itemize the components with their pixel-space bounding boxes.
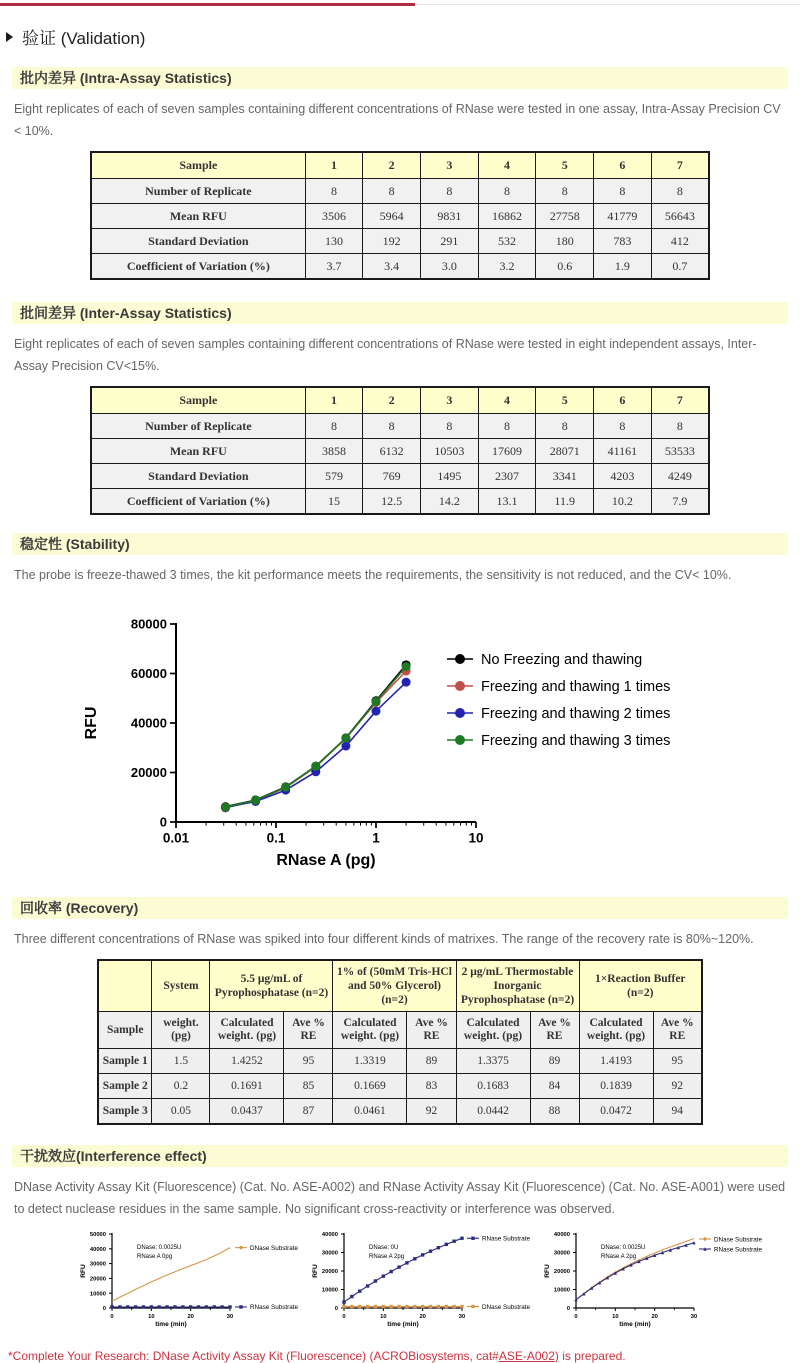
svg-text:0.1: 0.1 (266, 830, 286, 846)
table-cell: 83 (407, 1074, 456, 1099)
table-cell: 8 (420, 179, 478, 204)
table-cell: 12.5 (363, 489, 421, 515)
table-cell: 3.0 (420, 254, 478, 280)
table-row (91, 204, 709, 229)
interference-rnase-only-svg (304, 1226, 536, 1330)
svg-text:time (min): time (min) (155, 1321, 187, 1328)
column-header: Ave % RE (284, 1012, 333, 1049)
table-cell: 92 (407, 1099, 456, 1125)
group-header: 1% of (50mM Tris-HCl and 50% Glycerol) (n=2) (333, 960, 456, 1012)
svg-text:RNase Substrate: RNase Substrate (482, 1235, 530, 1243)
column-header: Ave % RE (530, 1012, 579, 1049)
section-toggle-validation[interactable] (0, 0, 800, 49)
column-header: 7 (651, 387, 709, 414)
table-cell: 14.2 (420, 489, 478, 515)
table-cell: 130 (305, 229, 363, 254)
row-label: Number of Replicate (91, 414, 305, 439)
column-header: 6 (594, 152, 652, 179)
interference-chart-dnase-only (72, 1226, 304, 1335)
column-header: Sample (91, 387, 305, 414)
table-cell: 89 (407, 1049, 456, 1074)
svg-text:10: 10 (148, 1313, 155, 1320)
table-cell: 95 (284, 1049, 333, 1074)
table-cell: 6132 (363, 439, 421, 464)
svg-text:Freezing and thawing 2 times: Freezing and thawing 2 times (481, 706, 671, 723)
table-cell: 8 (305, 414, 363, 439)
intra-assay-table (90, 151, 710, 280)
column-header: Calculated weight. (pg) (456, 1012, 530, 1049)
table-cell: 10.2 (594, 489, 652, 515)
svg-text:40000: 40000 (130, 715, 167, 731)
stability-curve-svg (64, 608, 780, 876)
svg-text:10000: 10000 (89, 1291, 106, 1298)
column-header: Calculated weight. (pg) (210, 1012, 284, 1049)
table-cell: 11.9 (536, 489, 594, 515)
row-label: Coefficient of Variation (%) (91, 489, 305, 515)
section-header-recovery: 回收率 (Recovery) (12, 897, 788, 919)
table-cell: 769 (363, 464, 421, 489)
svg-text:20000: 20000 (553, 1269, 570, 1276)
column-header: Sample (91, 152, 305, 179)
table-cell: 84 (530, 1074, 579, 1099)
svg-text:Freezing and thawing 1 times: Freezing and thawing 1 times (481, 679, 671, 696)
table-cell: 53533 (651, 439, 709, 464)
svg-text:RNase A 0pg: RNase A 0pg (137, 1254, 173, 1260)
svg-text:DNase Substrate: DNase Substrate (482, 1303, 530, 1311)
svg-text:0: 0 (566, 1306, 570, 1313)
column-header: 5 (536, 152, 594, 179)
table-cell: 0.6 (536, 254, 594, 280)
table-cell: 10503 (420, 439, 478, 464)
table-cell: 0.0437 (210, 1099, 284, 1125)
footnote-suffix: ) is prepared. (554, 1349, 626, 1363)
svg-text:RFU: RFU (312, 1264, 319, 1278)
svg-text:DNase Substrate: DNase Substrate (250, 1244, 298, 1252)
svg-text:30: 30 (458, 1313, 466, 1320)
table-cell: 3506 (305, 204, 363, 229)
page-title: 验证 (Validation) (22, 29, 146, 48)
interference-both-svg (536, 1226, 768, 1330)
table-cell: 783 (594, 229, 652, 254)
svg-text:30000: 30000 (553, 1250, 570, 1257)
table-cell: 0.1683 (456, 1074, 530, 1099)
svg-text:0: 0 (110, 1313, 114, 1320)
column-header: Sample (98, 1012, 152, 1049)
svg-text:1: 1 (372, 830, 380, 846)
table-cell: 8 (536, 179, 594, 204)
svg-text:0: 0 (342, 1313, 346, 1320)
table-cell: 41161 (594, 439, 652, 464)
table-row (91, 229, 709, 254)
table-row (91, 179, 709, 204)
svg-text:RFU: RFU (80, 1264, 87, 1278)
column-header: 3 (420, 152, 478, 179)
table-row (91, 489, 709, 515)
table-cell: 8 (363, 414, 421, 439)
svg-text:RNase A (pg): RNase A (pg) (276, 852, 376, 869)
column-header: 6 (594, 387, 652, 414)
inter-assay-table (90, 386, 710, 515)
table-cell: 3858 (305, 439, 363, 464)
table-cell: 87 (284, 1099, 333, 1125)
table-cell: 8 (594, 414, 652, 439)
inter-assay-description: Eight replicates of each of seven samples containing different concentrations of RNase were tested in eight independent assays, Inter-Assay Precision CV<15%. (14, 337, 757, 373)
table-cell: 95 (653, 1049, 702, 1074)
table-cell: 0.0461 (333, 1099, 407, 1125)
svg-text:40000: 40000 (89, 1246, 106, 1253)
column-header: 1 (305, 387, 363, 414)
interference-chart-rnase-only (304, 1226, 536, 1335)
svg-text:10: 10 (380, 1313, 387, 1320)
table-cell: 88 (530, 1099, 579, 1125)
svg-text:20000: 20000 (321, 1269, 338, 1276)
table-cell: 8 (651, 414, 709, 439)
table-cell: 1.4252 (210, 1049, 284, 1074)
section-header-interference: 干扰效应(Interference effect) (12, 1145, 788, 1167)
svg-text:60000: 60000 (130, 666, 167, 682)
svg-text:0: 0 (102, 1306, 106, 1313)
group-header: 5.5 μg/mL of Pyrophosphatase (n=2) (210, 960, 333, 1012)
row-label: Sample 1 (98, 1049, 152, 1074)
column-header: weight. (pg) (152, 1012, 210, 1049)
table-cell: 8 (478, 179, 536, 204)
svg-text:30: 30 (226, 1313, 234, 1320)
table-cell: 92 (653, 1074, 702, 1099)
table-cell: 94 (653, 1099, 702, 1125)
table-cell: 41779 (594, 204, 652, 229)
svg-text:time (min): time (min) (387, 1321, 419, 1328)
column-header: 5 (536, 387, 594, 414)
svg-text:0: 0 (159, 814, 167, 830)
column-header: 1 (305, 152, 363, 179)
svg-text:time (min): time (min) (619, 1321, 651, 1328)
table-cell: 3.4 (363, 254, 421, 280)
svg-text:DNase: 0U: DNase: 0U (369, 1245, 399, 1251)
column-header: 3 (420, 387, 478, 414)
group-header: System (152, 960, 210, 1012)
section-header-inter-assay: 批间差异 (Inter-Assay Statistics) (12, 302, 788, 324)
row-label: Standard Deviation (91, 464, 305, 489)
stability-chart (64, 608, 800, 881)
svg-text:20: 20 (419, 1313, 426, 1320)
svg-text:20: 20 (651, 1313, 658, 1320)
row-label: Number of Replicate (91, 179, 305, 204)
table-cell: 579 (305, 464, 363, 489)
table-row (98, 1049, 702, 1074)
column-header: 4 (478, 387, 536, 414)
table-cell: 89 (530, 1049, 579, 1074)
interference-dnase-only-svg (72, 1226, 304, 1330)
table-cell: 1.5 (152, 1049, 210, 1074)
table-cell: 192 (363, 229, 421, 254)
svg-text:30: 30 (690, 1313, 698, 1320)
table-cell: 8 (478, 414, 536, 439)
table-row (91, 414, 709, 439)
table-cell: 7.9 (651, 489, 709, 515)
footnote-prefix: *Complete Your Research: DNase Activity Assay Kit (Fluorescence) (ACROBiosystems, cat# (8, 1349, 499, 1363)
table-cell: 8 (536, 414, 594, 439)
table-row (91, 464, 709, 489)
table-cell: 3.7 (305, 254, 363, 280)
recovery-table (97, 959, 703, 1125)
table-row (91, 439, 709, 464)
table-cell: 0.1669 (333, 1074, 407, 1099)
svg-text:0: 0 (574, 1313, 578, 1320)
table-cell: 27758 (536, 204, 594, 229)
table-cell: 4203 (594, 464, 652, 489)
table-cell: 1.4193 (579, 1049, 653, 1074)
row-label: Sample 3 (98, 1099, 152, 1125)
row-label: Standard Deviation (91, 229, 305, 254)
table-cell: 8 (651, 179, 709, 204)
row-label: Sample 2 (98, 1074, 152, 1099)
svg-text:RNase A 2pg: RNase A 2pg (369, 1254, 405, 1260)
svg-text:30000: 30000 (89, 1261, 106, 1268)
top-divider (0, 4, 800, 5)
svg-text:RFU: RFU (544, 1264, 551, 1278)
table-cell: 8 (363, 179, 421, 204)
column-header: Calculated weight. (pg) (333, 1012, 407, 1049)
svg-text:20000: 20000 (130, 765, 167, 781)
top-red-accent (0, 3, 415, 6)
footnote (8, 1349, 800, 1363)
table-cell: 28071 (536, 439, 594, 464)
table-cell: 0.0442 (456, 1099, 530, 1125)
table-cell: 0.05 (152, 1099, 210, 1125)
svg-text:0: 0 (334, 1306, 338, 1313)
svg-text:Freezing and thawing 3 times: Freezing and thawing 3 times (481, 733, 671, 750)
table-cell: 0.1691 (210, 1074, 284, 1099)
section-header-intra-assay: 批内差异 (Intra-Assay Statistics) (12, 67, 788, 89)
table-cell: 3341 (536, 464, 594, 489)
svg-text:40000: 40000 (321, 1232, 338, 1239)
ase-a002-link[interactable]: ASE-A002 (498, 1349, 555, 1363)
column-header: Ave % RE (653, 1012, 702, 1049)
svg-text:RNase Substrate: RNase Substrate (250, 1304, 298, 1312)
group-header (98, 960, 152, 1012)
expand-arrow-icon (6, 32, 13, 42)
table-cell: 532 (478, 229, 536, 254)
svg-text:20: 20 (187, 1313, 194, 1320)
table-cell: 180 (536, 229, 594, 254)
column-header: 4 (478, 152, 536, 179)
svg-text:40000: 40000 (553, 1232, 570, 1239)
table-cell: 3.2 (478, 254, 536, 280)
recovery-description: Three different concentrations of RNase was spiked into four different kinds of matrixes. The range of the recovery rate is 80%~120%. (14, 932, 754, 946)
column-header: 2 (363, 387, 421, 414)
column-header: Calculated weight. (pg) (579, 1012, 653, 1049)
table-cell: 1.3375 (456, 1049, 530, 1074)
table-cell: 1.3319 (333, 1049, 407, 1074)
table-cell: 412 (651, 229, 709, 254)
interference-charts (72, 1226, 800, 1335)
svg-text:80000: 80000 (130, 616, 167, 632)
table-cell: 15 (305, 489, 363, 515)
svg-text:50000: 50000 (89, 1232, 106, 1239)
table-cell: 85 (284, 1074, 333, 1099)
table-row (91, 254, 709, 280)
row-label: Mean RFU (91, 439, 305, 464)
svg-text:DNase: 0.0025U: DNase: 0.0025U (601, 1245, 646, 1251)
svg-text:10000: 10000 (321, 1287, 338, 1294)
interference-description: DNase Activity Assay Kit (Fluorescence) (Cat. No. ASE-A002) and RNase Activity Assay Kit (Fluorescence) (Cat. No. ASE-A001) were used to detect nuclease residues in the same sample. No significant cross-reactivity or interference was observed. (14, 1180, 786, 1216)
svg-text:DNase Substrate: DNase Substrate (714, 1236, 762, 1244)
svg-text:No Freezing and thawing: No Freezing and thawing (481, 652, 643, 669)
column-header: 7 (651, 152, 709, 179)
svg-text:0.01: 0.01 (162, 830, 190, 846)
table-cell: 9831 (420, 204, 478, 229)
table-cell: 1495 (420, 464, 478, 489)
table-cell: 0.0472 (579, 1099, 653, 1125)
table-cell: 0.7 (651, 254, 709, 280)
row-label: Mean RFU (91, 204, 305, 229)
svg-text:RNase Substrate: RNase Substrate (714, 1246, 762, 1254)
table-row (98, 1099, 702, 1125)
table-cell: 8 (420, 414, 478, 439)
table-cell: 0.1839 (579, 1074, 653, 1099)
svg-text:10: 10 (468, 830, 484, 846)
svg-text:10000: 10000 (553, 1287, 570, 1294)
table-cell: 13.1 (478, 489, 536, 515)
column-header: 2 (363, 152, 421, 179)
intra-assay-description: Eight replicates of each of seven samples containing different concentrations of RNase were tested in one assay, Intra-Assay Precision CV < 10%. (14, 102, 781, 138)
svg-text:RNase A 2pg: RNase A 2pg (601, 1254, 637, 1260)
section-header-stability: 稳定性 (Stability) (12, 533, 788, 555)
table-cell: 56643 (651, 204, 709, 229)
table-cell: 17609 (478, 439, 536, 464)
interference-chart-both (536, 1226, 768, 1335)
table-cell: 16862 (478, 204, 536, 229)
row-label: Coefficient of Variation (%) (91, 254, 305, 280)
table-cell: 291 (420, 229, 478, 254)
svg-text:DNase: 0.0025U: DNase: 0.0025U (137, 1245, 182, 1251)
group-header: 1×Reaction Buffer (n=2) (579, 960, 702, 1012)
svg-text:10: 10 (612, 1313, 619, 1320)
table-cell: 4249 (651, 464, 709, 489)
table-row (98, 1074, 702, 1099)
table-cell: 0.2 (152, 1074, 210, 1099)
svg-text:30000: 30000 (321, 1250, 338, 1257)
column-header: Ave % RE (407, 1012, 456, 1049)
svg-text:20000: 20000 (89, 1276, 106, 1283)
table-cell: 8 (594, 179, 652, 204)
table-cell: 1.9 (594, 254, 652, 280)
stability-description: The probe is freeze-thawed 3 times, the kit performance meets the requirements, the sensitivity is not reduced, and the CV< 10%. (14, 568, 732, 582)
svg-text:RFU: RFU (83, 706, 100, 740)
table-cell: 8 (305, 179, 363, 204)
table-cell: 5964 (363, 204, 421, 229)
table-cell: 2307 (478, 464, 536, 489)
group-header: 2 μg/mL Thermostable Inorganic Pyrophosphatase (n=2) (456, 960, 579, 1012)
